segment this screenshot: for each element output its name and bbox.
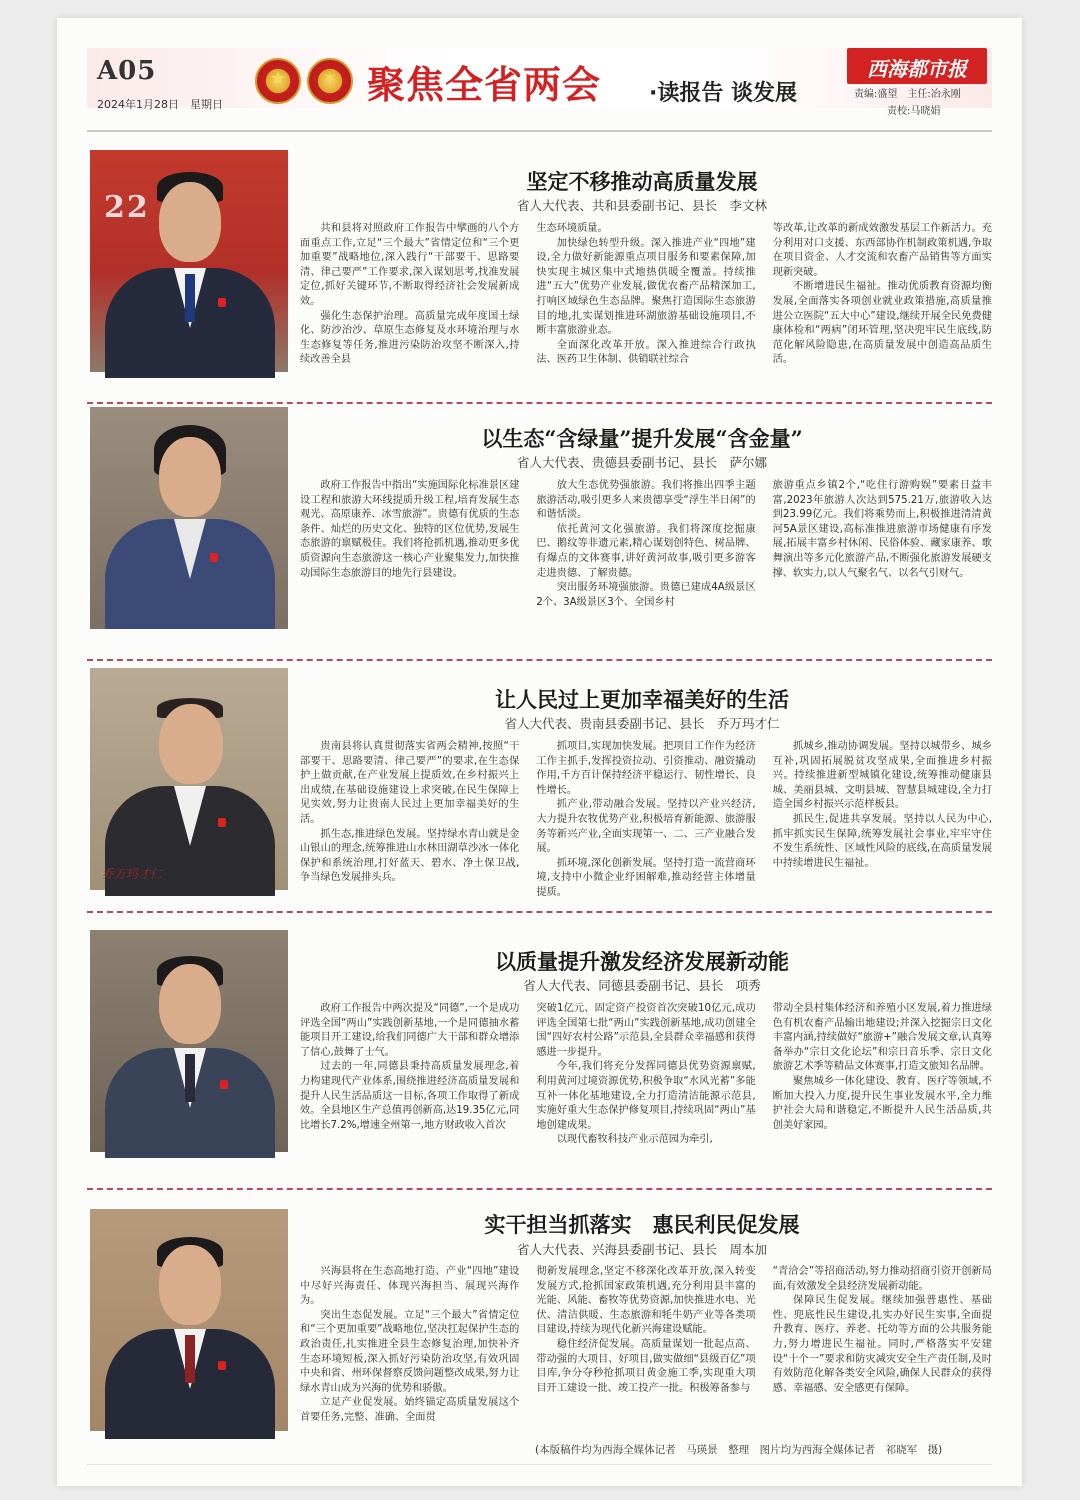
- national-emblem-icon: ★: [255, 58, 301, 104]
- paragraph: 保障民生促发展。继续加强普惠性、基础性、兜底性民生建设,扎实办好民生实事,全面提升教育、医疗、养老、托幼等方面的公共服务能力,努力增进民生福祉。同时,严格落实平安建设“十个一”要求和防灾减灾安全生产责任制,及时有效防范化解各类安全风险,确保人民群众的获得感、幸福感、安全感更有保障。: [772, 1295, 992, 1394]
- paragraph: 抓产业,带动融合发展。坚持以产业兴经济,大力提升农牧优势产业,积极培育新能源、旅游服务等新兴产业,全面实现第一、二、三产业融合发展。: [536, 799, 756, 855]
- article-byline: 省人大代表、贵德县委副书记、县长 萨尔娜: [516, 455, 767, 470]
- article-1: [87, 150, 992, 390]
- article-body: [300, 1002, 992, 1152]
- paragraph: 不断增进民生福祉。推动优质教育资源均衡发展,全面落实各项创业就业政策措施,高质量推进公立医院“五大中心”建设,继续开展全民免费健康体检和“两病”闭环管理,坚决兜牢民生底线,防范化解风险隐患,在高质量发展中创造高品质生活。: [772, 281, 992, 366]
- paragraph: 等改革,让改革的新成效激发基层工作新活力。充分利用对口支援、东西部协作机制政策机遇,争取在项目资金、人才交流和农畜产品销售等方面实现新突破。: [772, 223, 992, 278]
- paragraph: 彻新发展理念,坚定不移深化改革开放,深入转变发展方式,抢抓国家政策机遇,充分利用县丰富的光能、风能、畜牧等优势资源,加快推进水电、光伏、清洁供暖、生态旅游和牦牛奶产业等各类项目建设,持续为现代化新兴海建设赋能。: [536, 1266, 756, 1336]
- photo-signature: 乔万玛才仁: [102, 867, 163, 881]
- logo-text: 西海都市报: [867, 57, 967, 81]
- article-body: [300, 222, 992, 372]
- body-column: [536, 740, 756, 898]
- paragraph: 突出服务环境强旅游。贵德已建成4A级景区2个、3A级景区3个、全国乡村: [536, 582, 756, 608]
- paragraph: 政府工作报告中两次提及“同德”,一个是成功评选全国“两山”实践创新基地,一个是同德抽水蓄能项目开工建设,给我们同德广大干部和群众增添了信心,鼓舞了士气。: [300, 1003, 520, 1058]
- photo-credit: (本版稿件均为西海全媒体记者 马瑛景 整理 图片均为西海全媒体记者 祁晓军 摄): [535, 1444, 943, 1456]
- paragraph: 兴海县将在生态高地打造、产业“四地”建设中尽好兴海责任、体现兴海担当、展现兴海作为。: [300, 1266, 520, 1307]
- body-column: [536, 1265, 755, 1433]
- article-byline: 省人大代表、兴海县委副书记、县长 周本加: [516, 1242, 767, 1257]
- article-title: 让人民过上更加幸福美好的生活: [495, 687, 789, 712]
- newspaper-logo: [847, 48, 987, 84]
- editors-line: 责编:盛望 主任:冶永刚: [854, 89, 961, 100]
- photo-zhou-benjia: [90, 1209, 288, 1431]
- article-3: [87, 668, 992, 908]
- article-body: [300, 740, 992, 898]
- photo-backdrop-number: 22: [104, 190, 150, 225]
- paragraph: 立足产业促发展。始终锚定高质量发展这个首要任务,完整、准确、全面贯: [300, 1397, 520, 1423]
- paragraph: 共和县将对照政府工作报告中擘画的八个方面重点工作,立足“三个最大”省情定位和“三个更加重要”战略地位,深入践行“干部要干、思路要清、律己要严”工作要求,深入谋划思考,找准发展定位,抓好关键环节,不断取得经济社会发展新成效。: [300, 223, 520, 307]
- paragraph: 今年,我们将充分发挥同德县优势资源禀赋,利用黄河过境资源优势,积极争取“水风光蓄”多能互补一体化基地建设,全力打造清洁能源示范县,实施好重大生态保护修复项目,持续巩固“两山”基地创建成果。: [536, 1061, 756, 1131]
- paragraph: 突出生态促发展。立足“三个最大”省情定位和“三个更加重要”战略地位,坚决扛起保护生态的政治责任,扎实推进全县生态修复治理,加快补齐生态环境短板,深入抓好污染防治攻坚,有效巩固中央和省、州环保督察反馈问题整改成果,努力让绿水青山成为兴海的优势和骄傲。: [300, 1309, 520, 1394]
- article-separator: [87, 911, 992, 913]
- paragraph: 抓项目,实现加快发展。把项目工作作为经济工作主抓手,发挥投资拉动、引资推动、融资撬动作用,千方百计保持经济平稳运行、韧性增长、良性增长。: [536, 741, 756, 796]
- paragraph: 放大生态优势强旅游。我们将推出四季主题旅游活动,吸引更多人来贵德享受“浮生半日闲”的和谐恬淡。: [536, 480, 756, 521]
- paragraph: 以现代畜牧科技产业示范园为牵引,: [556, 1134, 713, 1146]
- body-column: [773, 1265, 992, 1433]
- article-body: [300, 1265, 992, 1433]
- article-title: 实干担当抓落实 惠民利民促发展: [484, 1212, 800, 1237]
- cppcc-emblem-icon: ✶: [307, 58, 353, 104]
- article-separator: [87, 659, 992, 661]
- article-4: [87, 930, 992, 1170]
- article-byline: 省人大代表、共和县委副书记、县长 李文林: [516, 198, 767, 213]
- body-column: [536, 222, 755, 372]
- article-2: [87, 407, 992, 647]
- paragraph: 抓生态,推进绿色发展。坚持绿水青山就是金山银山的理念,统筹推进山水林田湖草沙冰一体化保护和系统治理,打好蓝天、碧水、净土保卫战,争当绿色发展排头兵。: [300, 828, 520, 884]
- page-bottom-rule: [87, 1464, 992, 1465]
- paragraph: 依托黄河文化强旅游。我们将深度挖掘康巴、鹅纹等非遗元素,精心谋划创特色、树品牌、有爆点的文体赛事,讲好黄河故事,吸引更多游客走进贵德、了解贵德。: [536, 523, 756, 579]
- article-5: [87, 1191, 992, 1436]
- paragraph: 政府工作报告中指出“实施国际化标准景区建设工程和旅游大环线提质升级工程,培育发展生态观光、高原康养、冰雪旅游”。贵德有优质的生态条件、灿烂的历史文化、独特的区位优势,发展生态旅游的禀赋极佳。我们将抢抓机遇,推动更多优质资源向生态旅游这一核心产业聚集发力,加快推动国际生态旅游目的地先行县建设。: [300, 480, 520, 579]
- article-title: 以质量提升激发经济发展新动能: [495, 949, 789, 974]
- paragraph: 聚焦城乡一体化建设、教育、医疗等领域,不断加大投入力度,提升民生事业发展水平,全力维护社会大局和谐稳定,不断提升人民生活品质,共创美好家园。: [772, 1075, 992, 1131]
- body-column: [773, 1002, 992, 1152]
- body-column: [300, 222, 519, 372]
- paragraph: “青洽会”等招商活动,努力推动招商引资开创新局面,有效激发全县经济发展新动能。: [772, 1266, 992, 1292]
- article-separator: [87, 1188, 992, 1190]
- editors-info: [854, 86, 994, 120]
- body-column: [536, 1002, 755, 1152]
- paragraph: 稳住经济促发展。高质量谋划一批起点高、带动强的大项目、好项目,做实做细“县级百亿”项目库,争分夺秒抢抓项目黄金施工季,实现重大项目开工建设一批、竣工投产一批。积极筹备参与: [536, 1338, 756, 1394]
- paragraph: 强化生态保护治理。高质量完成年度国土绿化、防沙治沙、草原生态修复及水环境治理与水生态修复等任务,推进污染防治攻坚不断深入,持续改善全县: [300, 310, 520, 366]
- article-title: 坚定不移推动高质量发展: [526, 169, 758, 194]
- photo-sa-erna: [90, 407, 288, 629]
- newspaper-page: [57, 18, 1022, 1486]
- article-separator: [87, 402, 992, 404]
- photo-qiaowan-macairen: [90, 668, 288, 890]
- article-byline: 省人大代表、贵南县委副书记、县长 乔万玛才仁: [504, 716, 780, 731]
- paragraph: 全面深化改革开放。深入推进综合行政执法、医药卫生体制、供销联社综合: [536, 339, 756, 366]
- article-byline: 省人大代表、同德县委副书记、县长 项秀: [523, 978, 761, 993]
- body-column: [300, 1002, 519, 1152]
- paragraph: 过去的一年,同德县秉持高质量发展理念,着力构建现代产业体系,围绕推进经济高质量发展和提升人民生活品质这一目标,各项工作取得了新成效。全县地区生产总值再创新高,达19.35亿元,同比增长7.2%,增速全州第一,地方财政收入首次: [300, 1061, 520, 1131]
- body-column: [773, 740, 992, 890]
- body-column: [773, 222, 992, 372]
- paragraph: 旅游重点乡镇2个,“吃住行游购娱”要素日益丰富,2023年旅游人次达到575.21万,旅游收入达到23.99亿元。我们将乘势而上,积极推进清清黄河5A景区建设,高标准推进旅游市场健康有序发展,拓展丰富乡村休闲、民俗体验、藏家康养、歌舞演出等多元化旅游产品,不断强化旅游发展硬支撑、软实力,以人气聚名气、以名气引财气。: [772, 480, 992, 579]
- article-title: 以生态“含绿量”提升发展“含金量”: [481, 426, 803, 451]
- proofreader-line: 责校:马晓娟: [887, 106, 941, 117]
- body-column: [536, 479, 755, 629]
- paragraph: 抓环境,深化创新发展。坚持打造一流营商环境,支持中小微企业纾困解难,推动经营主体增量提质。: [536, 857, 756, 898]
- paragraph: 突破1亿元、固定资产投资首次突破10亿元,成功评选全国第七批“两山”实践创新基地,成功创建全国“四好农村公路”示范县,全县群众幸福感和获得感进一步提升。: [536, 1003, 756, 1058]
- issue-date: 2024年1月28日 星期日: [97, 98, 223, 111]
- body-column: [300, 1265, 519, 1433]
- photo-li-wenlin: [90, 150, 288, 372]
- body-column: [773, 479, 992, 629]
- paragraph: 抓城乡,推动协调发展。坚持以城带乡、城乡互补,巩固拓展脱贫攻坚成果,全面推进乡村振兴。持续推进新型城镇化建设,统筹推动健康县城、美丽县城、文明县城、智慧县城建设,全力打造全国乡村振兴示范样板县。: [772, 741, 992, 811]
- paragraph: 贵南县将认真贯彻落实省两会精神,按照“干部要干、思路要清、律己要严”的要求,在生态保护上做贡献,在产业发展上提质效,在乡村振兴上出成绩,在基础设施建设上求突破,在民生保障上见实效,努力让贵南人民过上更加幸福美好的生活。: [300, 741, 520, 825]
- photo-xiang-xiu: [90, 930, 288, 1152]
- section-subhead: ·读报告 谈发展: [649, 81, 798, 106]
- paragraph: 带动全县村集体经济和养殖小区发展,着力推进绿色有机农畜产品输出地建设;并深入挖掘宗日文化丰富内涵,持续做好“旅游+”融合发展文章,认真筹备举办“宗日文化论坛”和宗日音乐季、宗日文化旅游艺术季等精品文体赛事,打造文旅知名品牌。: [772, 1003, 992, 1073]
- page-number: A05: [97, 56, 157, 86]
- paragraph: 加快绿色转型升级。深入推进产业“四地”建设,全力做好新能源重点项目服务和要素保障,加快实现主城区集中式地热供暖全覆盖。持续推进“五大”优势产业发展,做优农畜产品精深加工,打响区域绿色生态品牌。聚焦打造国际生态旅游目的地,扎实谋划推进环湖旅游基础设施项目,不断丰富旅游业态。: [536, 237, 756, 337]
- body-column: [300, 740, 519, 890]
- masthead: [57, 18, 1022, 118]
- paragraph: 生态环境质量。: [536, 223, 608, 234]
- section-headline: 聚焦全省两会: [367, 63, 602, 107]
- paragraph: 抓民生,促进共享发展。坚持以人民为中心,抓牢抓实民生保障,统筹发展社会事业,牢牢守住不发生系统性、区域性风险的底线,在高质量发展中持续增进民生福祉。: [772, 813, 992, 869]
- body-column: [300, 479, 519, 629]
- article-body: [300, 479, 992, 629]
- header-rule: [87, 130, 992, 132]
